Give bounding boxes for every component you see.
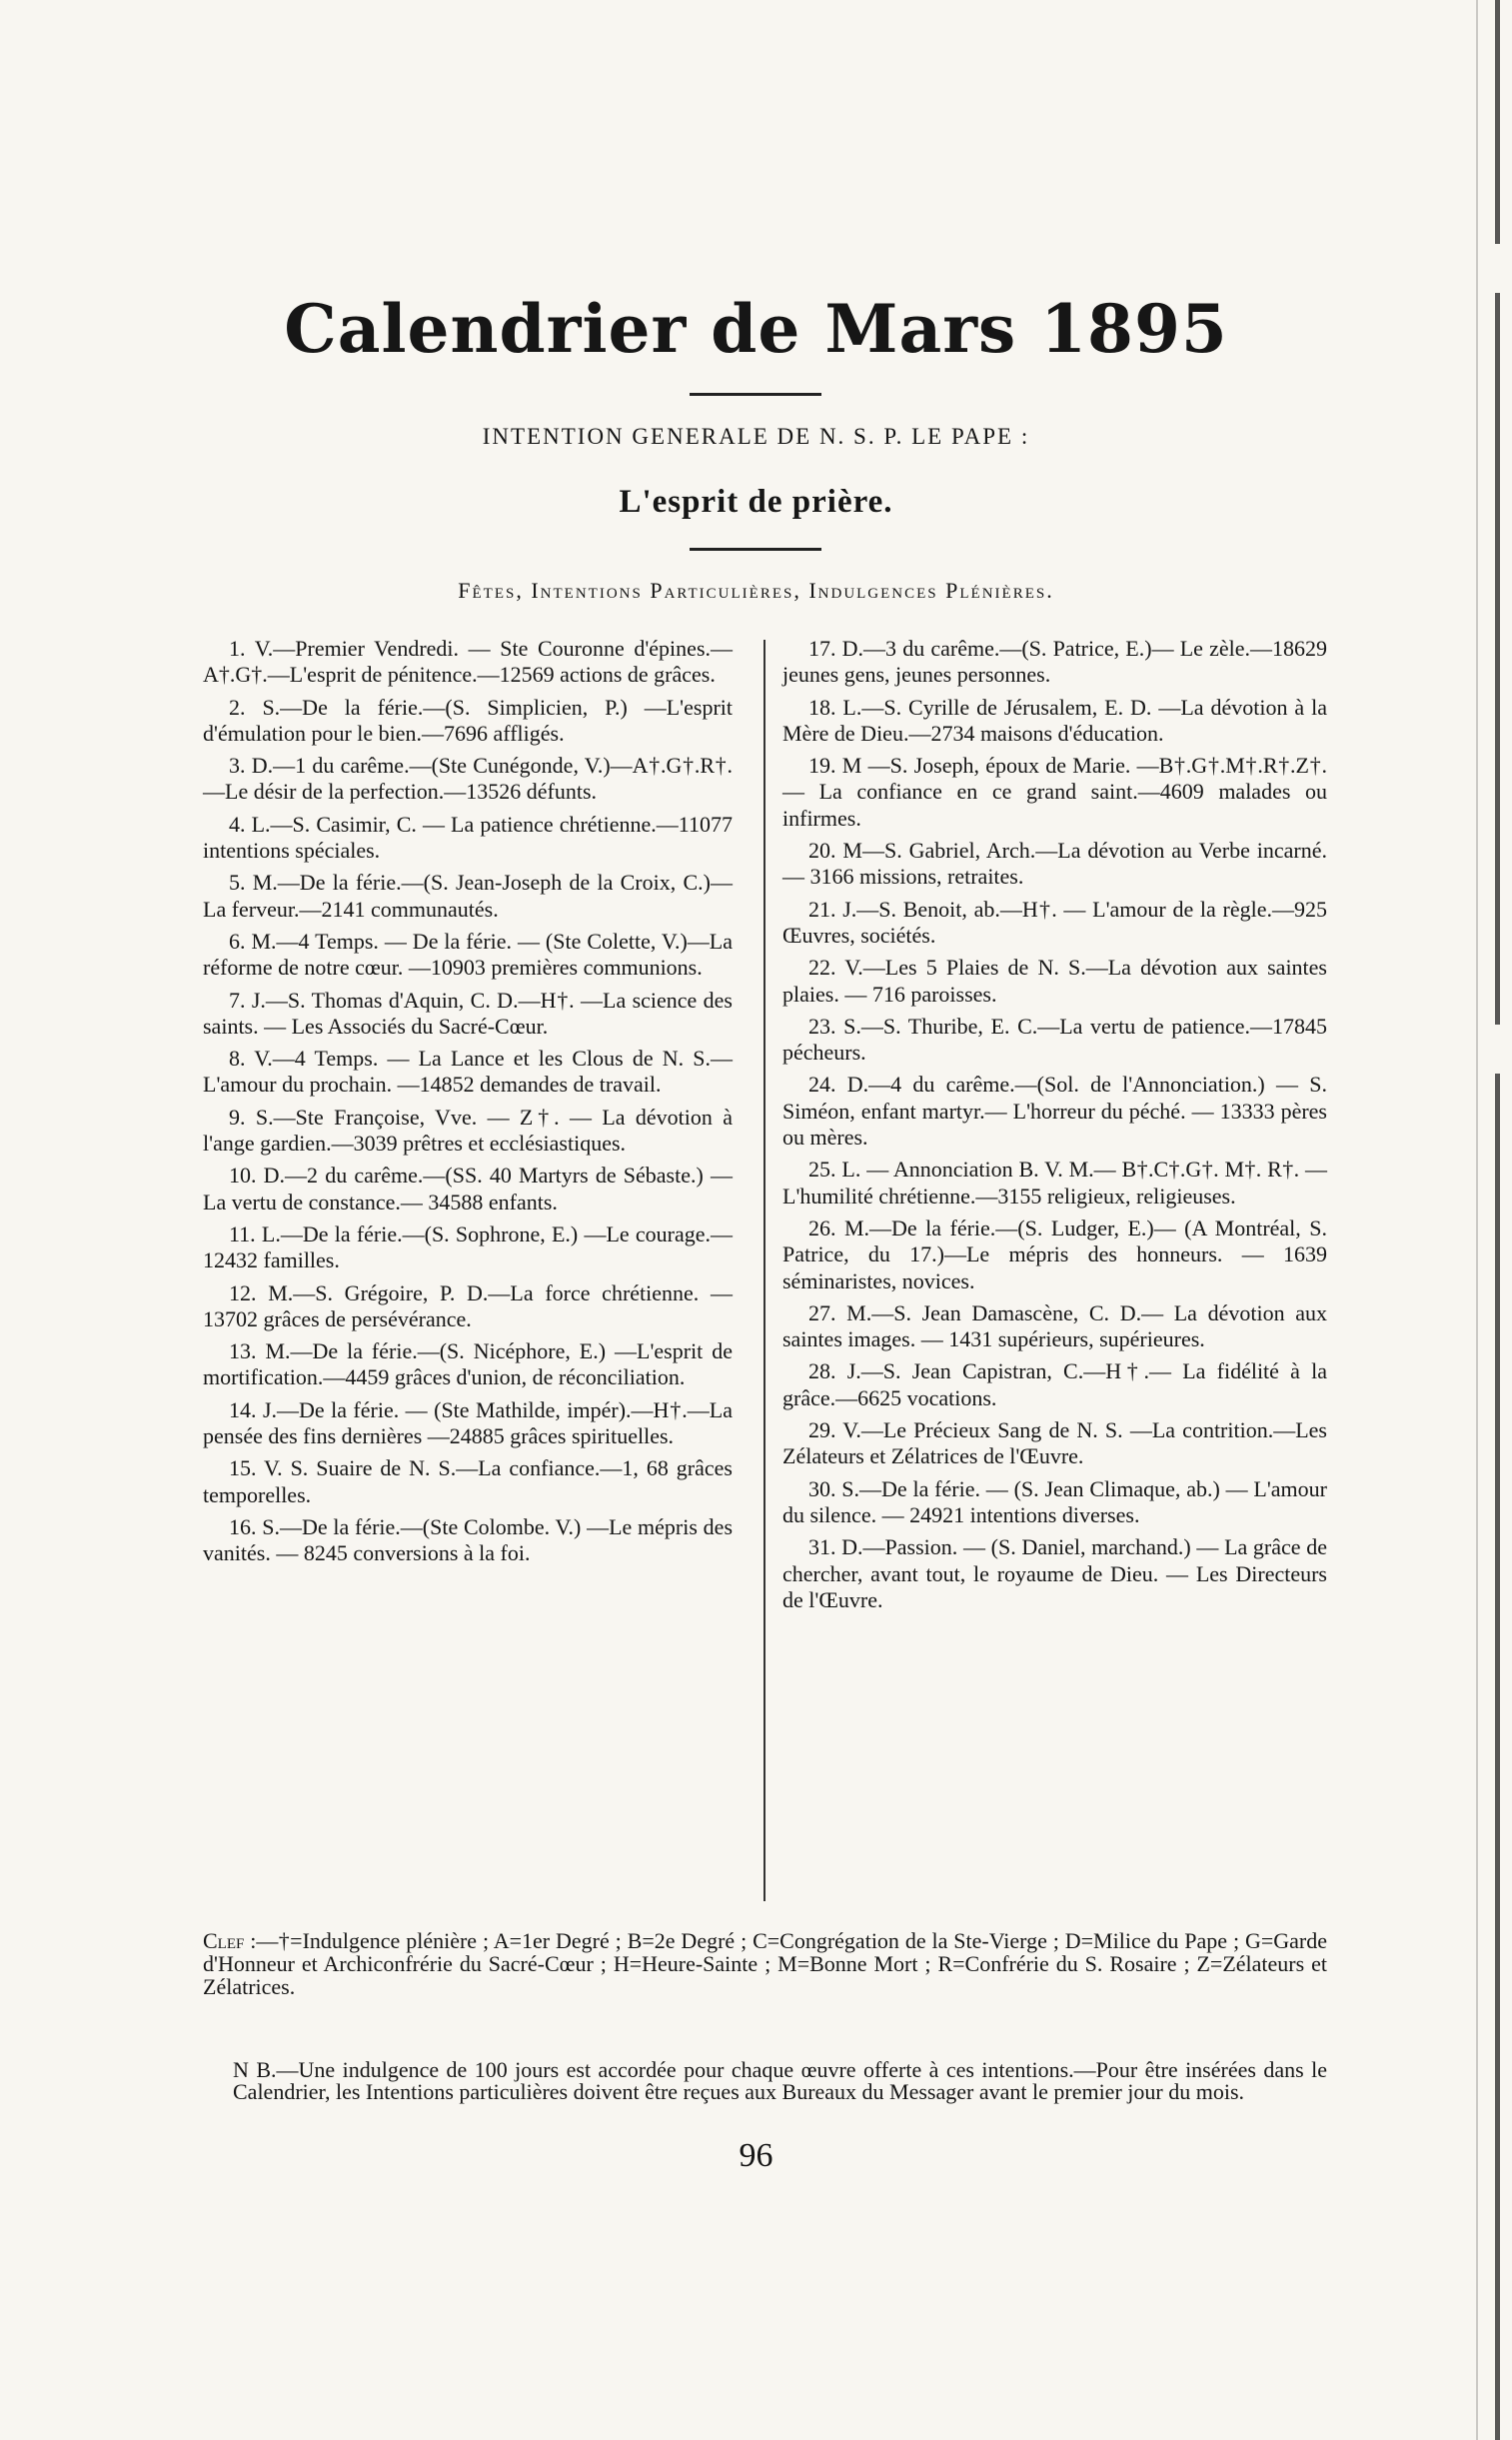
calendar-entry: 26. M.—De la férie.—(S. Ludger, E.)— (A Montréal, S. Patrice, du 17.)—Le mépris des honneurs. — 1639 séminaristes, novices. [782,1215,1327,1293]
calendar-entry: 21. J.—S. Benoit, ab.—H†. — L'amour de la règle.—925 Œuvres, sociétés. [782,896,1327,948]
calendar-entry: 19. M —S. Joseph, époux de Marie. —B†.G†.M†.R†.Z†. — La confiance en ce grand saint.—4609 malades ou infirmes. [782,753,1327,831]
calendar-entry: 28. J.—S. Jean Capistran, C.—H†.— La fidélité à la grâce.—6625 vocations. [782,1358,1327,1410]
calendar-entry: 1. V.—Premier Vendredi. — Ste Couronne d'épines.—A†.G†.—L'esprit de pénitence.—12569 actions de grâces. [203,636,733,688]
calendar-entry: 17. D.—3 du carême.—(S. Patrice, E.)— Le zèle.—18629 jeunes gens, jeunes personnes. [782,636,1327,688]
calendar-entry: 24. D.—4 du carême.—(Sol. de l'Annonciation.) — S. Siméon, enfant martyr.— L'horreur du péché. — 13333 pères ou mères. [782,1072,1327,1151]
calendar-entry: 15. V. S. Suaire de N. S.—La confiance.—1, 68 grâces temporelles. [203,1455,733,1507]
calendar-entry: 5. M.—De la férie.—(S. Jean-Joseph de la Croix, C.)—La ferveur.—2141 communautés. [203,870,733,922]
general-intention: INTENTION GENERALE DE N. S. P. LE PAPE : [482,424,1030,449]
calendar-entry: 29. V.—Le Précieux Sang de N. S. —La contrition.—Les Zélateurs et Zélatrices de l'Œuvre. [782,1417,1327,1469]
calendar-entry: 10. D.—2 du carême.—(SS. 40 Martyrs de Sébaste.) — La vertu de constance.— 34588 enfants. [203,1163,733,1215]
abbreviation-key [203,1929,1327,1998]
calendar-entry: 11. L.—De la férie.—(S. Sophrone, E.) —Le courage.—12432 familles. [203,1220,733,1273]
calendar-entry: 20. M—S. Gabriel, Arch.—La dévotion au Verbe incarné. — 3166 missions, retraites. [782,838,1327,890]
left-column [203,636,733,1573]
key-label: Clef [203,1928,245,1953]
page-title: Calendrier de Mars 1895 [284,290,1228,368]
intention-subject: L'esprit de prière. [619,484,893,520]
calendar-entry: 8. V.—4 Temps. — La Lance et les Clous de N. S.—L'amour du prochain. —14852 demandes de travail. [203,1046,733,1098]
calendar-entry: 22. V.—Les 5 Plaies de N. S.—La dévotion aux saintes plaies. — 716 paroisses. [782,955,1327,1007]
calendar-entry: 9. S.—Ste Françoise, Vve. — Z†. — La dévotion à l'ange gardien.—3039 prêtres et ecclésiastiques. [203,1104,733,1157]
calendar-entry: 6. M.—4 Temps. — De la férie. — (Ste Colette, V.)—La réforme de notre cœur. —10903 premières communions. [203,928,733,981]
calendar-entry: 18. L.—S. Cyrille de Jérusalem, E. D. —La dévotion à la Mère de Dieu.—2734 maisons d'éducation. [782,694,1327,746]
calendar-entry: 30. S.—De la férie. — (S. Jean Climaque, ab.) — L'amour du silence. — 24921 intentions diverses. [782,1475,1327,1527]
calendar-entry: 25. L. — Annonciation B. V. M.— B†.C†.G†. M†. R†. — L'humilité chrétienne.—3155 religieux, religieuses. [782,1157,1327,1209]
calendar-entry: 2. S.—De la férie.—(S. Simplicien, P.) —L'esprit d'émulation pour le bien.—7696 affligés. [203,694,733,746]
calendar-entry: 16. S.—De la férie.—(Ste Colombe. V.) —Le mépris des vanités. — 8245 conversions à la foi. [203,1513,733,1566]
subject-rule [690,548,821,551]
footnote: N B.—Une indulgence de 100 jours est accordée pour chaque œuvre offerte à ces intentions.—Pour être insérées dans le Calendrier, les Intentions particulières doivent être reçues aux Bureaux du Messager avant le premier jour du mois. [233,2057,1327,2104]
title-rule [690,393,821,396]
calendar-entry: 12. M.—S. Grégoire, P. D.—La force chrétienne. — 13702 grâces de persévérance. [203,1279,733,1331]
calendar-entry: 23. S.—S. Thuribe, E. C.—La vertu de patience.—17845 pécheurs. [782,1013,1327,1066]
page-number: 96 [739,2137,773,2174]
key-text: :—†=Indulgence plénière ; A=1er Degré ; B=2e Degré ; C=Congrégation de la Ste-Vierge ; D=Milice du Pape ; G=Garde d'Honneur et Archiconfrérie du Sacré-Cœur ; H=Heure-Sainte ; M=Bonne Mort ; R=Confrérie du S. Rosaire ; Z=Zélateurs et Zélatrices. [203,1928,1327,1999]
column-divider [763,640,765,1901]
calendar-entry: 13. M.—De la férie.—(S. Nicéphore, E.) —L'esprit de mortification.—4459 grâces d'union, de réconciliation. [203,1338,733,1390]
calendar-entry: 7. J.—S. Thomas d'Aquin, C. D.—H†. —La science des saints. — Les Associés du Sacré-Cœur. [203,987,733,1039]
calendar-entry: 3. D.—1 du carême.—(Ste Cunégonde, V.)—A†.G†.R†.—Le désir de la perfection.—13526 défunts. [203,753,733,805]
section-heading: Fêtes, Intentions Particulières, Indulgences Plénières. [458,578,1054,603]
calendar-entry: 31. D.—Passion. — (S. Daniel, marchand.) — La grâce de chercher, avant tout, le royaume de Dieu. — Les Directeurs de l'Œuvre. [782,1534,1327,1612]
right-column [782,636,1327,1619]
calendar-entry: 14. J.—De la férie. — (Ste Mathilde, impér).—H†.—La pensée des fins dernières —24885 grâces spirituelles. [203,1396,733,1449]
calendar-entry: 4. L.—S. Casimir, C. — La patience chrétienne.—11077 intentions spéciales. [203,811,733,864]
calendar-entry: 27. M.—S. Jean Damascène, C. D.— La dévotion aux saintes images. — 1431 supérieurs, supérieures. [782,1299,1327,1352]
